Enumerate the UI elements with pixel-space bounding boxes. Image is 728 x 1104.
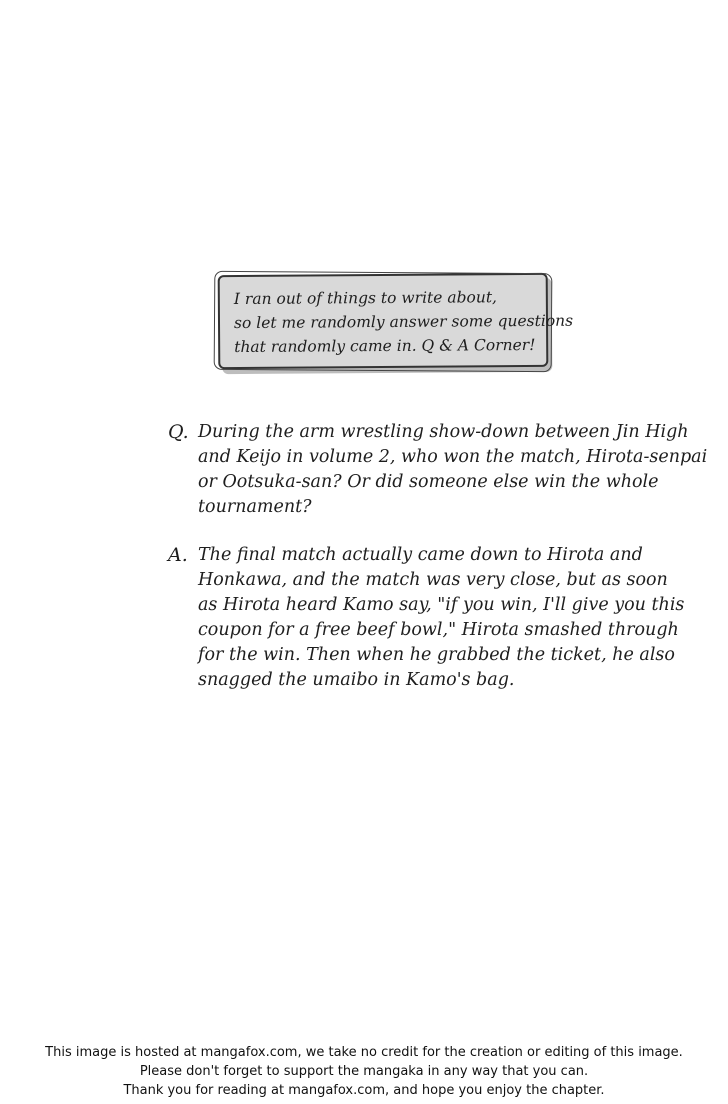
footer-line: Please don't forget to support the mangaka in any way that you can. xyxy=(139,1064,589,1079)
answer-line: as Hirota heard Kamo say, "if you win, I'll give you this xyxy=(198,595,685,615)
question-line: During the arm wrestling show-down between Jin High xyxy=(198,422,689,442)
answer-text xyxy=(198,543,685,693)
answer-line: coupon for a free beef bowl," Hirota smashed through xyxy=(198,620,679,640)
question-text xyxy=(198,420,708,520)
author-note-line: that randomly came in. Q & A Corner! xyxy=(234,335,536,357)
author-note-text xyxy=(233,285,574,359)
answer-line: for the win. Then when he grabbed the ticket, he also xyxy=(198,645,675,665)
question-line: or Ootsuka-san? Or did someone else win the whole xyxy=(198,472,659,492)
answer-line: snagged the umaibo in Kamo's bag. xyxy=(198,670,515,690)
answer-marker: A. xyxy=(168,544,188,566)
author-note-line: so let me randomly answer some questions xyxy=(233,311,574,333)
question-line: and Keijo in volume 2, who won the match, Hirota-senpai xyxy=(198,447,708,467)
question-line: tournament? xyxy=(198,497,312,517)
answer-line: Honkawa, and the match was very close, but as soon xyxy=(198,570,668,590)
answer-line: The final match actually came down to Hirota and xyxy=(198,545,643,565)
footer-line: This image is hosted at mangafox.com, we take no credit for the creation or editing of this image. xyxy=(45,1045,683,1060)
author-note-line: I ran out of things to write about, xyxy=(233,288,498,309)
hosting-footer xyxy=(0,1043,728,1100)
author-note-box xyxy=(218,273,574,369)
question-marker: Q. xyxy=(168,421,189,443)
footer-line: Thank you for reading at mangafox.com, and hope you enjoy the chapter. xyxy=(123,1083,605,1098)
